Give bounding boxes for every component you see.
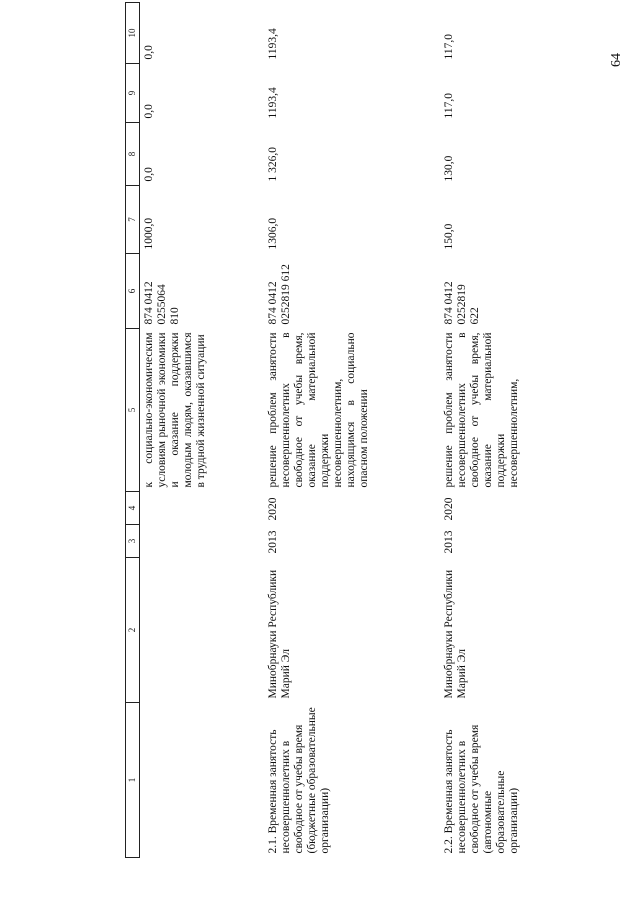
year-end-cell: 2020 — [443, 497, 455, 521]
year-end-cell — [140, 492, 265, 525]
table-row — [440, 3, 524, 858]
kbk-cell: 874 0412 0255064 810 — [143, 281, 181, 325]
value-col7-cell: 1306,0 — [267, 217, 279, 250]
column-header-1: 1 — [126, 703, 140, 858]
page-number: 64 — [609, 53, 624, 67]
year-start-cell: 2013 — [443, 530, 455, 554]
column-header-5: 5 — [126, 329, 140, 492]
goal-cell: к социально-экономическим условиям рыночной экономики и оказание поддержки молодым людям, оказавшимся в трудной жизненной ситуации — [143, 332, 207, 488]
value-col10-cell: 0,0 — [143, 45, 155, 60]
column-header-6: 6 — [126, 254, 140, 329]
kbk-cell: 874 0412 0252819 622 — [443, 281, 481, 325]
value-col8-cell: 0,0 — [143, 167, 155, 182]
value-col8-cell: 130,0 — [443, 155, 455, 182]
year-start-cell — [140, 525, 265, 558]
column-header-7: 7 — [126, 186, 140, 254]
column-header-9: 9 — [126, 64, 140, 123]
value-col10-cell: 117,0 — [443, 34, 455, 60]
program-table — [125, 2, 524, 858]
year-start-cell: 2013 — [267, 530, 279, 554]
column-header-4: 4 — [126, 492, 140, 525]
value-col8-cell: 1 326,0 — [267, 147, 279, 182]
program-cell: 2.2. Временная занятость несовершеннолетних в свободное от учебы время (автономные образовательные организации) — [443, 724, 520, 854]
value-col10-cell: 1193,4 — [267, 28, 279, 60]
goal-cell: решение проблем занятости несовершеннолетних в свободное от учебы время, оказание материальной поддержки несовершеннолетним, находящимся в социально опасном положении — [267, 332, 370, 488]
column-header-3: 3 — [126, 525, 140, 558]
table-row — [140, 3, 265, 858]
column-number-row — [126, 3, 140, 858]
program-cell: 2.1. Временная занятость несовершеннолетних в свободное от учебы время (бюджетные образовательные организации) — [267, 707, 331, 854]
goal-cell: решение проблем занятости несовершеннолетних в свободное от учебы время, оказание материальной поддержки несовершеннолетним, — [443, 332, 520, 488]
table-row — [264, 3, 440, 858]
executor-cell: Минобрнауки Республики Марий Эл — [443, 569, 468, 699]
program-table-container — [125, 28, 585, 858]
year-end-cell: 2020 — [267, 497, 279, 521]
column-header-10: 10 — [126, 3, 140, 64]
executor-cell: Минобрнауки Республики Марий Эл — [267, 569, 292, 699]
value-col7-cell: 150,0 — [443, 223, 455, 250]
value-col7-cell: 1000,0 — [143, 217, 155, 250]
executor-cell — [140, 558, 265, 703]
value-col9-cell: 0,0 — [143, 104, 155, 119]
value-col9-cell: 1193,4 — [267, 87, 279, 119]
kbk-cell: 874 0412 0252819 612 — [267, 264, 292, 325]
value-col9-cell: 117,0 — [443, 93, 455, 119]
program-cell — [140, 703, 265, 858]
column-header-8: 8 — [126, 123, 140, 186]
column-header-2: 2 — [126, 558, 140, 703]
